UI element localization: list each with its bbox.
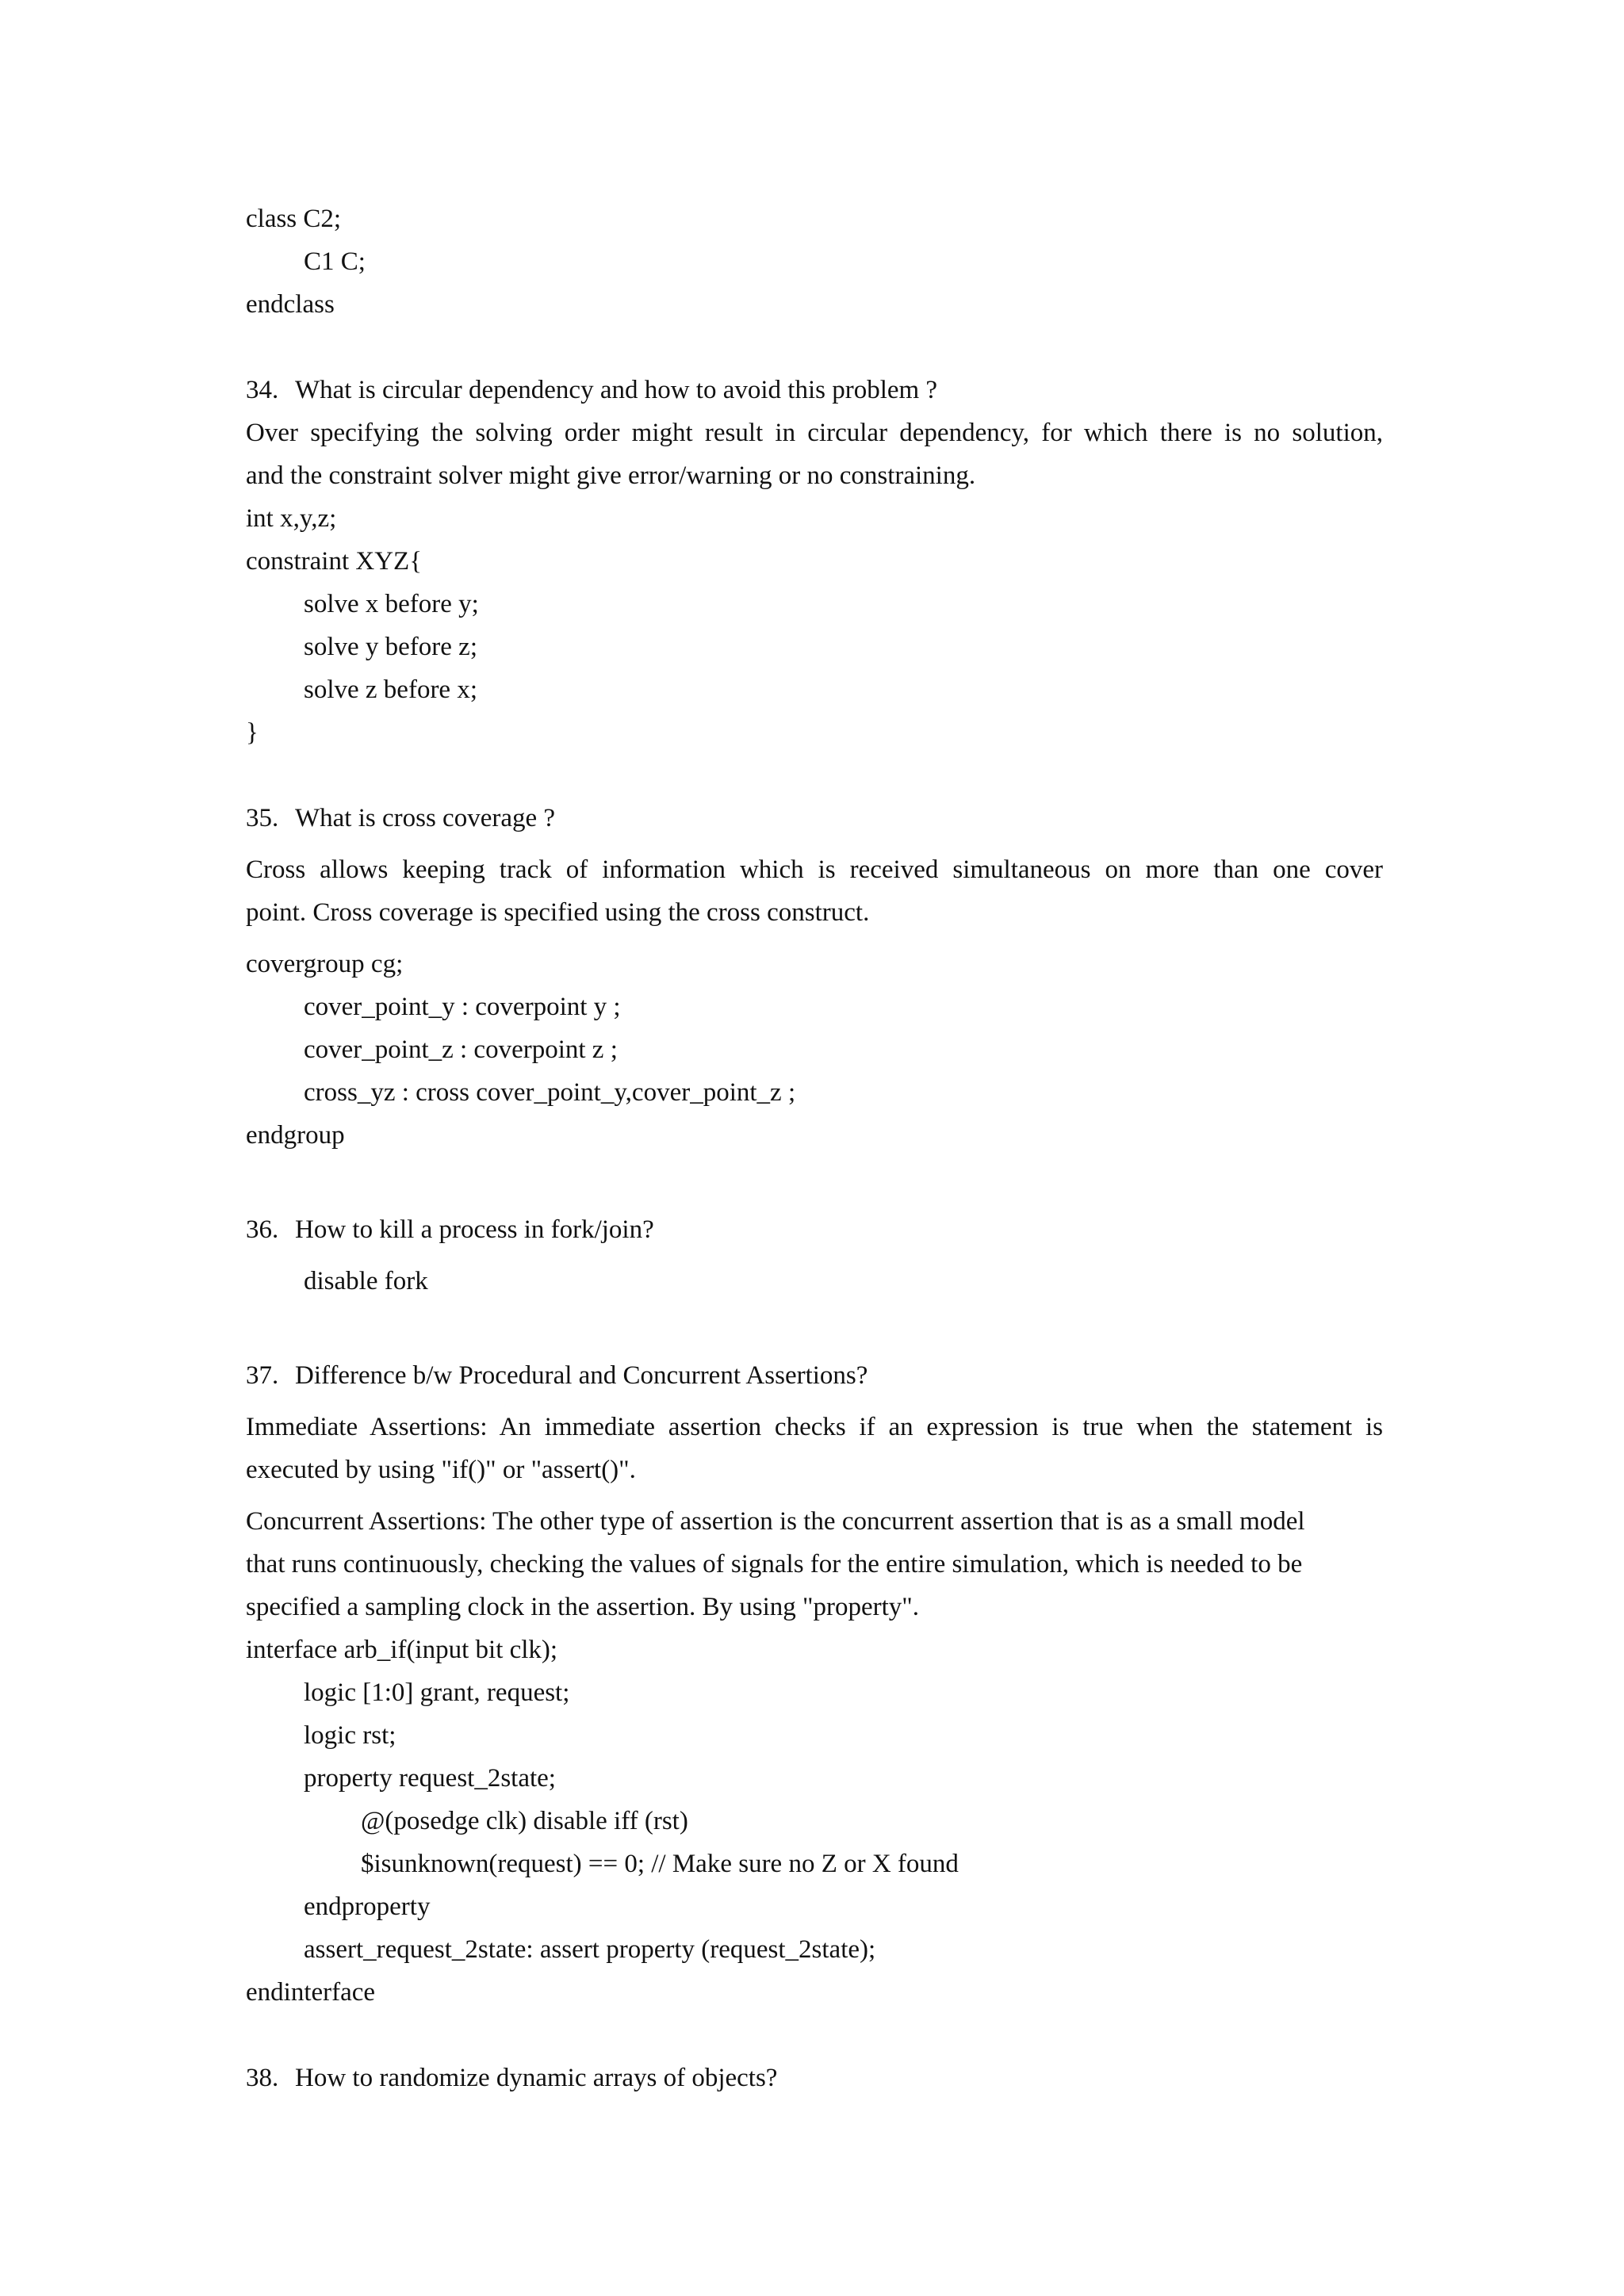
code-line: endgroup — [246, 1121, 345, 1150]
code-line: } — [246, 718, 259, 747]
question-heading-34 — [246, 374, 937, 406]
answer-text: Concurrent Assertions: The other type of assertion is the concurrent assertion that is as a small model — [246, 1507, 1305, 1536]
code-line: solve z before x; — [304, 675, 477, 704]
question-heading-37 — [246, 1360, 868, 1391]
code-line: logic [1:0] grant, request; — [304, 1678, 570, 1707]
question-text: What is cross coverage ? — [295, 804, 556, 832]
code-line: cross_yz : cross cover_point_y,cover_point_z ; — [304, 1078, 796, 1107]
code-line: @(posedge clk) disable iff (rst) — [361, 1807, 688, 1835]
code-line: class C2; — [246, 205, 342, 233]
code-line: solve x before y; — [304, 590, 479, 618]
question-heading-38 — [246, 2062, 777, 2094]
question-text: How to kill a process in fork/join? — [295, 1215, 654, 1244]
answer-text: disable fork — [304, 1267, 428, 1295]
question-number: 36. — [246, 1215, 279, 1244]
code-line: C1 C; — [304, 247, 366, 276]
answer-text: Immediate Assertions: An immediate assertion checks if an expression is true when the statement is — [246, 1413, 1383, 1441]
code-line: solve y before z; — [304, 633, 477, 661]
question-number: 35. — [246, 804, 279, 832]
answer-text: executed by using "if()" or "assert()". — [246, 1456, 636, 1484]
code-line: cover_point_z : coverpoint z ; — [304, 1035, 618, 1064]
code-line: logic rst; — [304, 1721, 396, 1750]
question-heading-35 — [246, 802, 555, 834]
code-line: int x,y,z; — [246, 504, 337, 533]
code-line: property request_2state; — [304, 1764, 556, 1793]
answer-text: specified a sampling clock in the assertion. By using "property". — [246, 1593, 920, 1621]
code-line: endinterface — [246, 1978, 376, 2007]
code-line: interface arb_if(input bit clk); — [246, 1636, 558, 1664]
question-text: What is circular dependency and how to avoid this problem ? — [295, 376, 938, 404]
code-line: constraint XYZ{ — [246, 547, 423, 576]
code-line: cover_point_y : coverpoint y ; — [304, 993, 621, 1021]
code-line: endproperty — [304, 1892, 431, 1921]
answer-text: Cross allows keeping track of information which is received simultaneous on more than one cover — [246, 855, 1383, 884]
question-number: 34. — [246, 376, 279, 404]
answer-text: and the constraint solver might give error/warning or no constraining. — [246, 461, 976, 490]
question-text: How to randomize dynamic arrays of objects? — [295, 2064, 778, 2092]
answer-text: point. Cross coverage is specified using the cross construct. — [246, 898, 870, 927]
question-number: 38. — [246, 2064, 279, 2092]
question-heading-36 — [246, 1214, 654, 1246]
question-text: Difference b/w Procedural and Concurrent Assertions? — [295, 1361, 868, 1390]
question-number: 37. — [246, 1361, 279, 1390]
code-line: covergroup cg; — [246, 950, 404, 978]
answer-text: Over specifying the solving order might result in circular dependency, for which there is no solution, — [246, 419, 1383, 447]
code-line: assert_request_2state: assert property (request_2state); — [304, 1935, 876, 1964]
code-line: endclass — [246, 290, 335, 319]
answer-text: that runs continuously, checking the values of signals for the entire simulation, which is needed to be — [246, 1550, 1303, 1578]
code-line: $isunknown(request) == 0; // Make sure no Z or X found — [361, 1850, 959, 1878]
